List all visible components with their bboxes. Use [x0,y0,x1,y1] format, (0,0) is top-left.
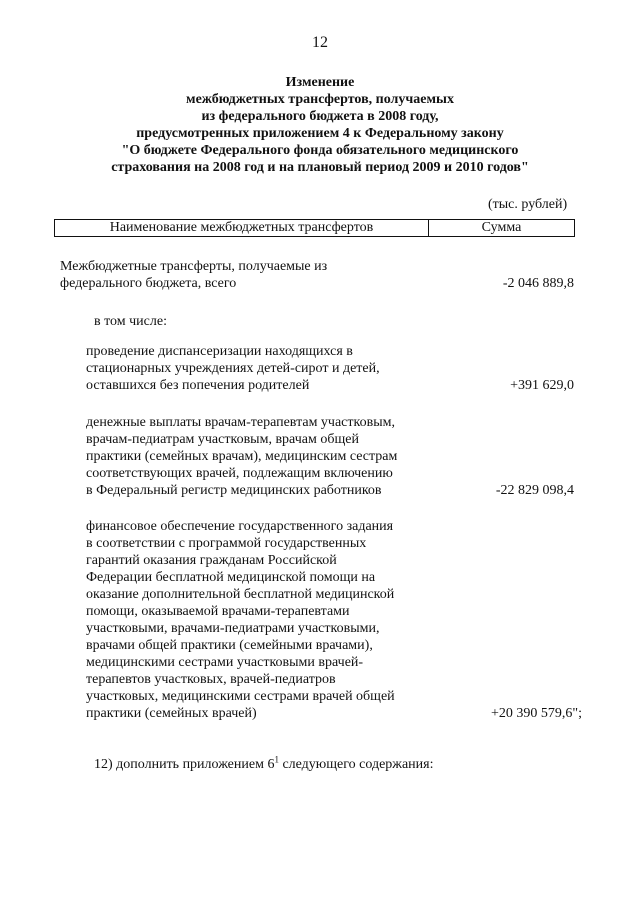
column-header-sum: Сумма [481,220,522,235]
row-line: оказание дополнительной бесплатной медицинской [86,587,395,602]
row-line: в том числе: [94,314,167,329]
row-line: стационарных учреждениях детей-сирот и детей, [86,361,380,376]
row-line: Федерации бесплатной медицинской помощи на [86,570,376,585]
table-row-including-text [94,313,167,330]
row-line: финансовое обеспечение государственного задания [86,519,394,534]
title-line: предусмотренных приложением 4 к Федеральному закону [136,126,504,141]
title-line: "О бюджете Федерального фонда обязательного медицинского [121,143,519,158]
table-row-financing-text [86,518,395,722]
row-line: медицинскими сестрами участковыми врачей- [86,655,364,670]
row-line: федерального бюджета, всего [60,276,237,291]
table-row-dispensary-text [86,343,380,394]
page-number: 12 [312,34,328,51]
table-row-total-text [60,258,327,292]
table-header [54,219,575,237]
table-row-payments-text [86,414,397,499]
title-line: Изменение [285,75,355,90]
title-line: из федерального бюджета в 2008 году, [201,109,439,124]
column-header-name: Наименование межбюджетных трансфертов [55,220,429,236]
row-line: гарантий оказания гражданам Российской [86,553,337,568]
row-line: в соответствии с программой государственных [86,536,367,551]
row-line: участковыми, врачами-педиатрами участковыми, [86,621,380,636]
row-line: практики (семейных врачам), медицинским сестрам [86,449,398,464]
row-line: участковых, медицинскими сестрами врачей общей [86,689,395,704]
row-line: врачам-педиатрам участковым, врачам общей [86,432,359,447]
table-row-payments-amount: -22 829 098,4 [495,483,574,498]
row-line: проведение диспансеризации находящихся в [86,344,353,359]
row-line: в Федеральный регистр медицинских работников [86,483,382,498]
row-line: денежные выплаты врачам-терапевтам участковым, [86,415,395,430]
title-line: страхования на 2008 год и на плановый период 2009 и 2010 годов" [111,160,529,175]
document-title [60,74,580,176]
table-row-financing-amount: +20 390 579,6"; [491,706,582,721]
row-line: соответствующих врачей, подлежащим включению [86,466,393,481]
row-line: оставшихся без попечения родителей [86,378,310,393]
row-line: помощи, оказываемой врачами-терапевтами [86,604,350,619]
title-line: межбюджетных трансфертов, получаемых [186,92,454,107]
amendment-superscript: 1 [274,754,279,765]
table-row-dispensary-amount: +391 629,0 [510,378,574,393]
table-row-total-amount: -2 046 889,8 [502,276,574,291]
amendment-suffix: следующего содержания: [278,757,434,772]
amendment-prefix: 12) дополнить приложением 6 [94,757,275,772]
amendment-paragraph [94,754,434,773]
row-line: Межбюджетные трансферты, получаемые из [60,259,328,274]
units-label: (тыс. рублей) [488,197,568,212]
row-line: терапевтов участковых, врачей-педиатров [86,672,336,687]
row-line: врачами общей практики (семейными врачами), [86,638,373,653]
row-line: практики (семейных врачей) [86,706,257,721]
